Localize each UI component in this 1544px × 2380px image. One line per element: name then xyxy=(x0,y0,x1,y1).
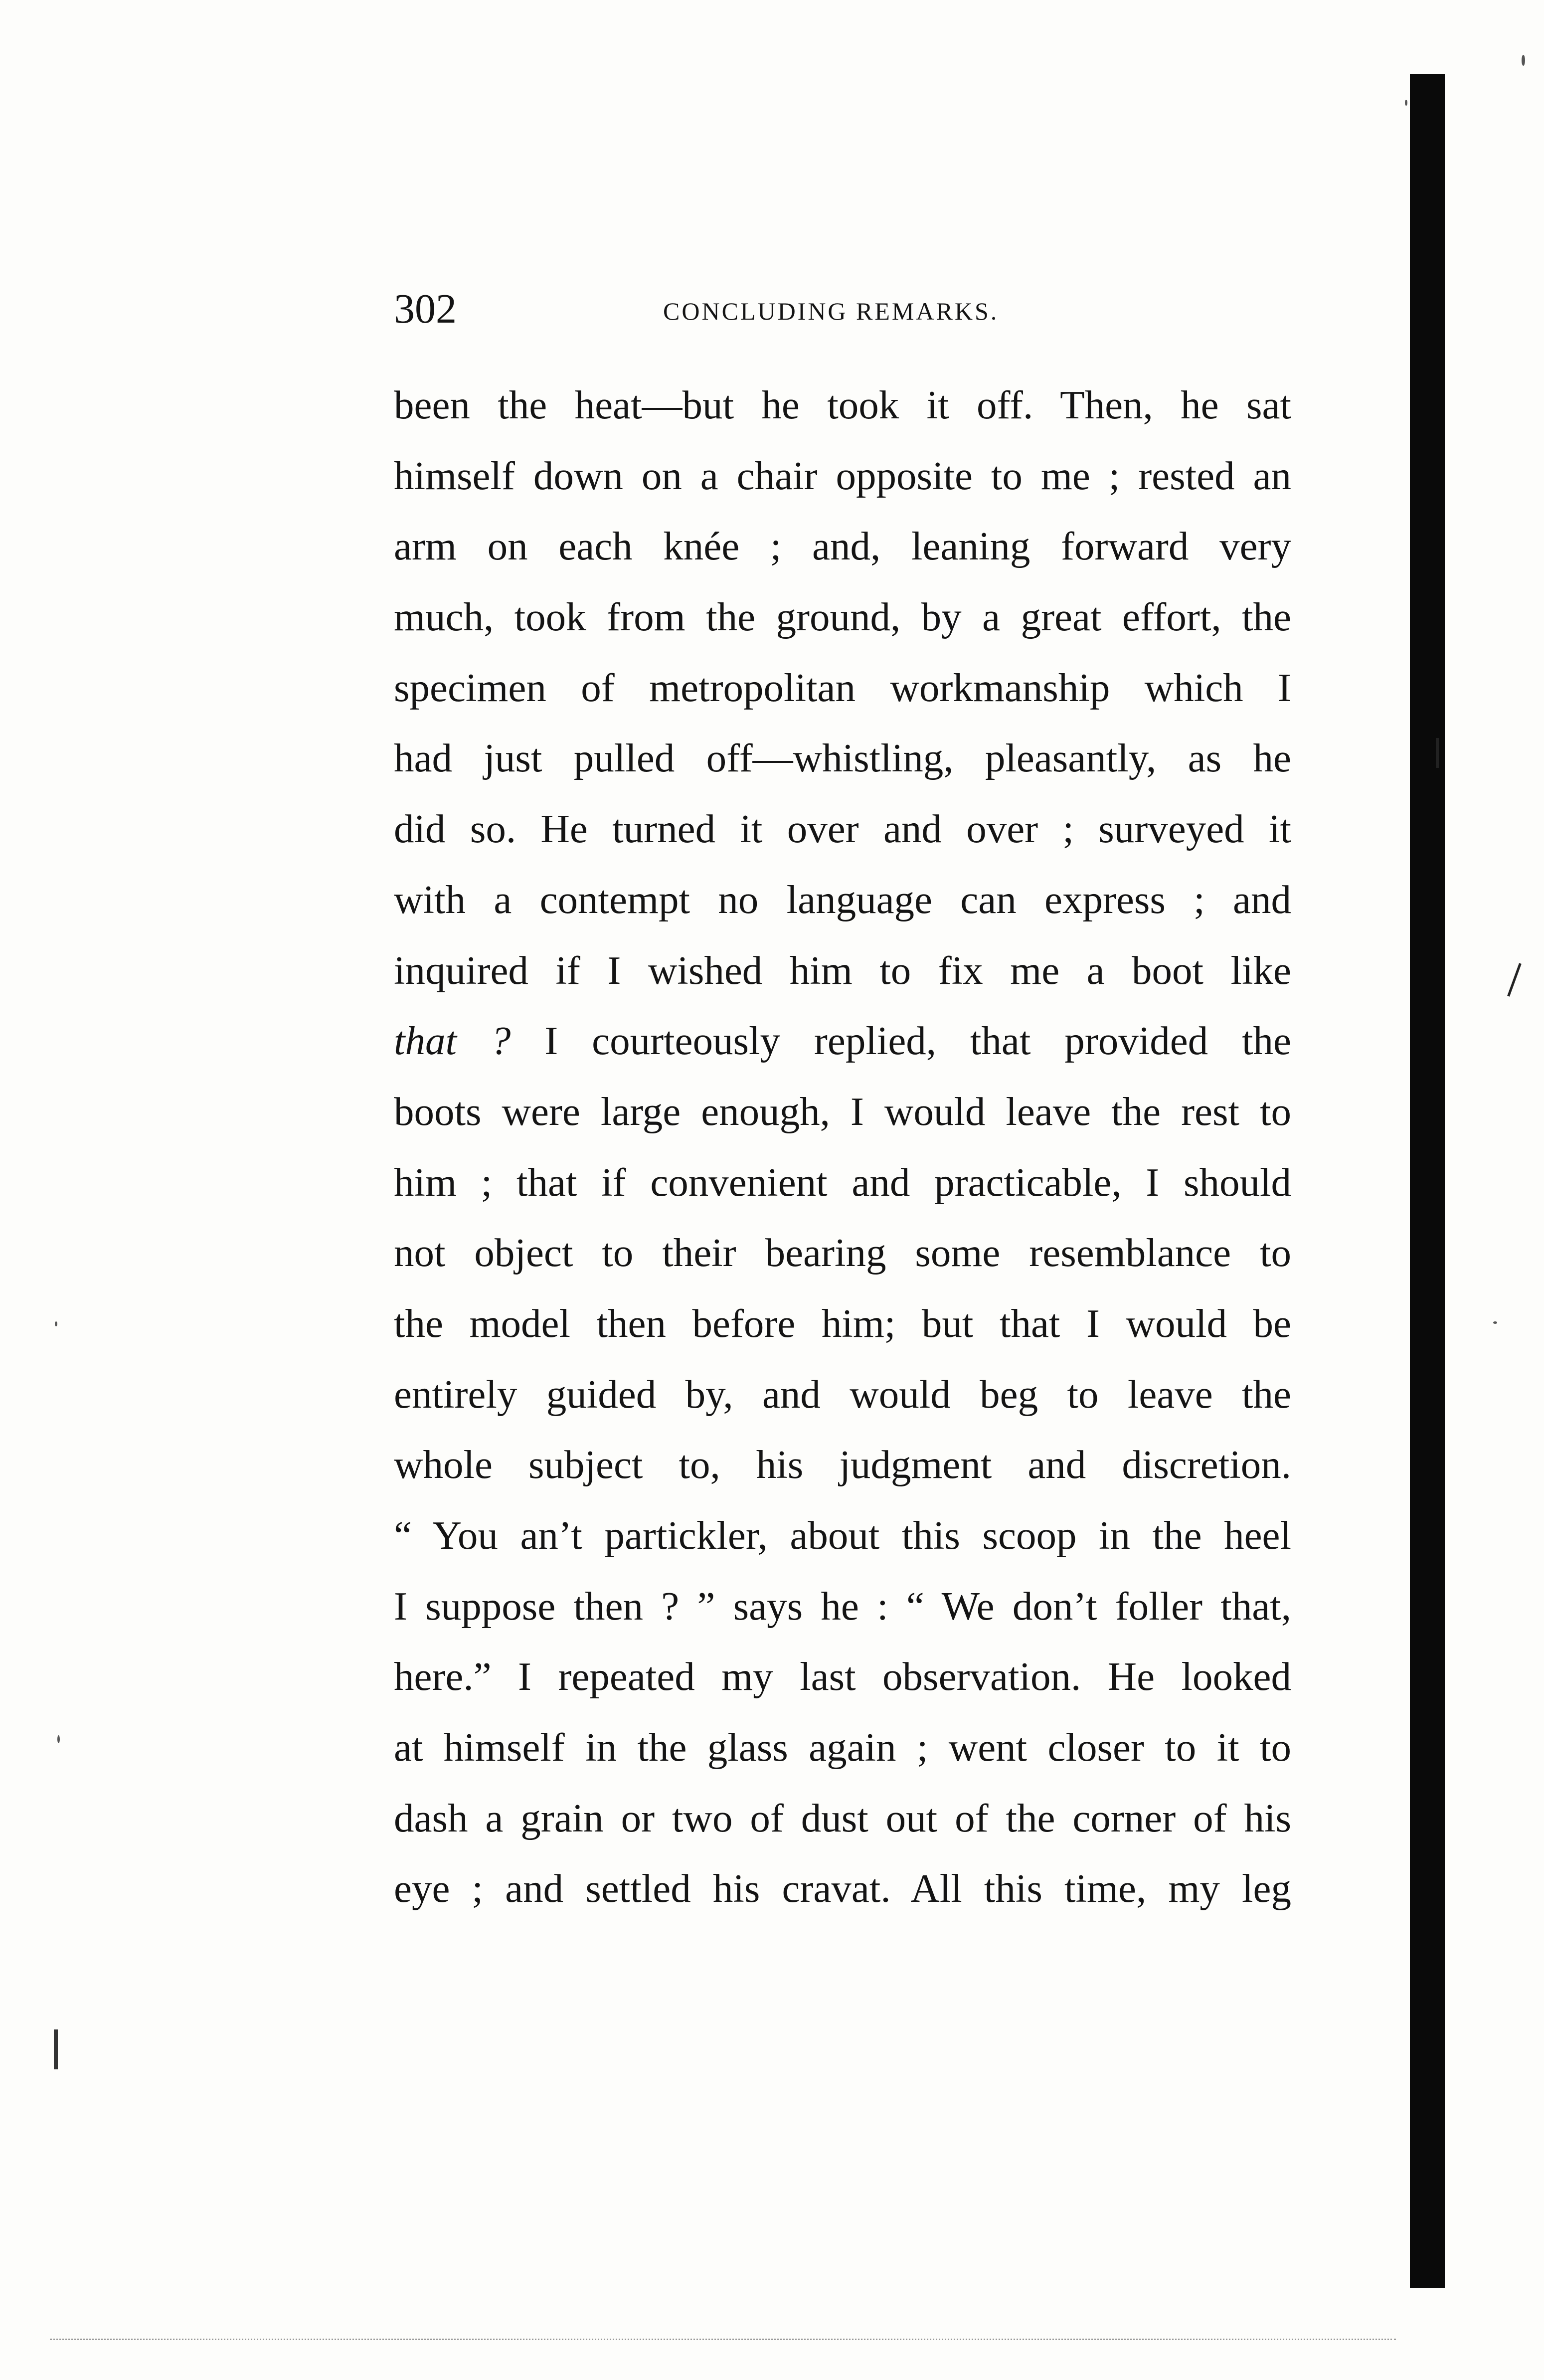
text-line: inquired if I wished him to fix me a boot like xyxy=(394,947,1291,993)
text-line-with-italic xyxy=(394,1006,1291,1077)
margin-mark xyxy=(54,2029,58,2069)
paper-speck xyxy=(57,1735,60,1743)
text-line: boots were large enough, I would leave the rest to xyxy=(394,1089,1291,1134)
book-spine-shadow xyxy=(1410,74,1445,2288)
text-line: eye ; and settled his cravat. All this time, my leg xyxy=(394,1866,1291,1911)
page-bottom-edge xyxy=(50,2339,1396,2342)
margin-mark xyxy=(1507,963,1522,996)
paper-speck xyxy=(55,1321,57,1326)
text-line: whole subject to, his judgment and discretion. xyxy=(394,1442,1291,1487)
text-line: had just pulled off—whistling, pleasantly, as he xyxy=(394,735,1291,781)
text-line-rest: I courteously replied, that provided the xyxy=(544,1018,1291,1064)
paper-speck xyxy=(1405,100,1407,106)
running-head: CONCLUDING REMARKS. xyxy=(663,297,999,325)
body-text xyxy=(394,370,1291,1924)
page-header xyxy=(394,284,1291,334)
text-line: did so. He turned it over and over ; surveyed it xyxy=(394,806,1291,852)
text-line: dash a grain or two of dust out of the corner of his xyxy=(394,1795,1291,1840)
text-line: not object to their bearing some resemblance to xyxy=(394,1230,1291,1276)
text-line: been the heat—but he took it off. Then, he sat xyxy=(394,382,1291,427)
text-line: himself down on a chair opposite to me ; rested an xyxy=(394,453,1291,498)
italic-word: that ? xyxy=(394,1018,511,1064)
text-line: much, took from the ground, by a great effort, the xyxy=(394,594,1291,640)
text-line: entirely guided by, and would beg to leave the xyxy=(394,1371,1291,1417)
text-line: I suppose then ? ” says he : “ We don’t foller that, xyxy=(394,1583,1291,1629)
text-line: him ; that if convenient and practicable, I should xyxy=(394,1159,1291,1205)
text-line: here.” I repeated my last observation. He looked xyxy=(394,1654,1291,1699)
text-line: specimen of metropolitan workmanship which I xyxy=(394,665,1291,710)
text-line: “ You an’t partickler, about this scoop in the heel xyxy=(394,1513,1291,1558)
page-number: 302 xyxy=(394,286,457,332)
text-line: the model then before him; but that I would be xyxy=(394,1300,1291,1346)
margin-mark xyxy=(1436,738,1439,768)
text-line: with a contempt no language can express ; and xyxy=(394,877,1291,922)
paper-speck xyxy=(1522,55,1525,66)
paper-speck xyxy=(1493,1321,1497,1324)
text-line: arm on each knée ; and, leaning forward very xyxy=(394,524,1291,569)
text-line: at himself in the glass again ; went closer to it to xyxy=(394,1725,1291,1770)
